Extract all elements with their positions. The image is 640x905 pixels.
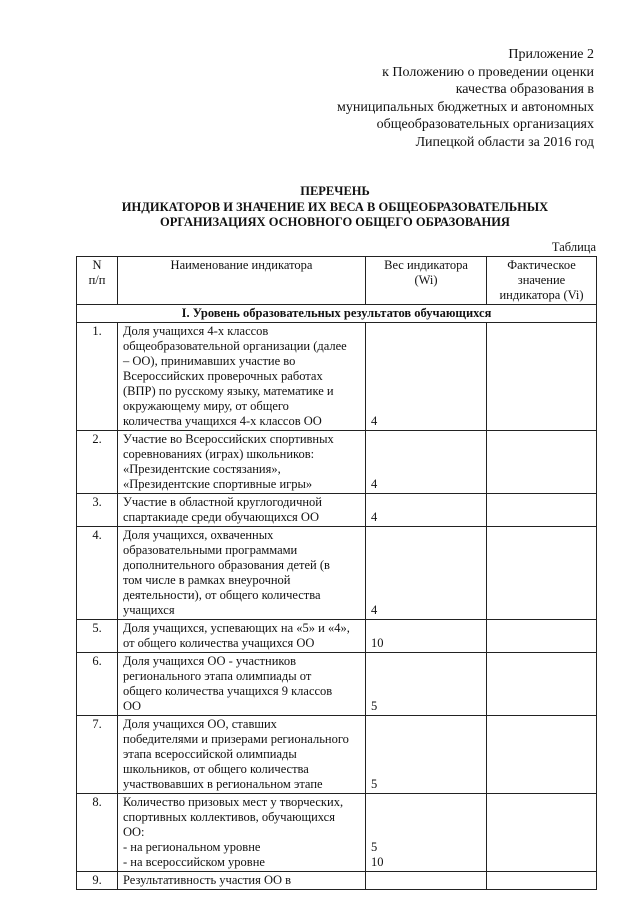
indicator-name-line: Доля учащихся, охваченных [123,528,274,542]
indicator-name [118,323,366,431]
indicator-actual-value[interactable] [487,620,597,653]
table-row [77,494,597,527]
indicator-weight-value: 4 [371,477,378,491]
indicator-name-line: победителями и призерами регионального [123,732,349,746]
document-title [90,184,580,231]
indicator-name-line: Всероссийских проверочных работах [123,369,323,383]
indicator-weight [366,620,487,653]
header-name [118,257,366,305]
indicator-name-line: Результативность участия ОО в [123,873,292,887]
indicator-name-line: дополнительного образования детей (в [123,558,330,572]
indicator-name-line: Доля учащихся ОО, ставших [123,717,277,731]
indicator-weight [366,653,487,716]
row-number: 2. [77,431,118,494]
indicator-name-line: «Президентские спортивные игры» [123,477,313,491]
header-num-line: N [92,258,102,272]
header-weight [366,257,487,305]
indicator-name-line: - на региональном уровне [123,840,261,854]
indicator-name [118,794,366,872]
title-line: ПЕРЕЧЕНЬ [300,184,370,198]
row-number: 9. [77,872,118,890]
row-number: 1. [77,323,118,431]
table-row [77,323,597,431]
section-title: I. Уровень образовательных результатов обучающихся [77,305,597,323]
indicator-weight [366,527,487,620]
table-row [77,620,597,653]
indicator-name-line: регионального этапа олимпиады от [123,669,312,683]
indicator-name-line: деятельности), от общего количества [123,588,321,602]
indicator-name-line: общего количества учащихся 9 классов [123,684,333,698]
header-num-line: п/п [88,273,106,287]
indicator-name-line: - на всероссийском уровне [123,855,265,869]
section-row [77,305,597,323]
indicator-name-line: Доля учащихся, успевающих на «5» и «4», [123,621,350,635]
indicator-weight-value: 5 [371,777,378,791]
indicator-name-line: спортивных коллективов, обучающихся [123,810,335,824]
row-number: 6. [77,653,118,716]
indicator-actual-value[interactable] [487,527,597,620]
header-num [77,257,118,305]
appendix-line: муниципальных бюджетных и автономных [336,99,594,115]
appendix-line: к Положению о проведении оценки [382,64,594,80]
indicator-actual-value[interactable] [487,431,597,494]
indicator-name-line: Доля учащихся 4-х классов [123,324,269,338]
table-row [77,653,597,716]
indicator-weight [366,494,487,527]
indicator-name-line: соревнованиях (играх) школьников: [123,447,315,461]
indicator-name-line: школьников, от общего количества [123,762,309,776]
indicator-name [118,527,366,620]
indicator-name [118,653,366,716]
row-number: 5. [77,620,118,653]
indicator-name-line: Участие во Всероссийских спортивных [123,432,334,446]
indicator-name-line: – ОО), принимавших участие во [123,354,296,368]
indicator-weight-value: 4 [371,414,378,428]
indicator-name-line: учащихся [123,603,175,617]
indicator-name-line: количества учащихся 4-х классов ОО [123,414,322,428]
header-weight-line: Вес индикатора [384,258,468,272]
indicator-weight-value: 10 [371,636,384,650]
indicator-weight [366,872,487,890]
indicator-weight [366,716,487,794]
header-actual [487,257,597,305]
row-number: 4. [77,527,118,620]
row-number: 8. [77,794,118,872]
indicator-actual-value[interactable] [487,494,597,527]
indicator-weight-value: 5 [371,840,378,854]
indicator-name-line: Количество призовых мест у творческих, [123,795,344,809]
indicator-name-line: Доля учащихся ОО - участников [123,654,296,668]
indicator-weight [366,794,487,872]
table-row [77,794,597,872]
indicator-weight-value: 4 [371,510,378,524]
table-row [77,527,597,620]
indicator-name-line: (ВПР) по русскому языку, математике и [123,384,334,398]
indicators-table-body [77,257,597,890]
table-header-row [77,257,597,305]
indicator-name [118,494,366,527]
indicator-weight-value: 5 [371,699,378,713]
table-row [77,431,597,494]
indicator-weight-value: 4 [371,603,378,617]
indicator-name-line: «Президентские состязания», [123,462,281,476]
indicator-weight [366,431,487,494]
indicator-weight [366,323,487,431]
indicator-actual-value[interactable] [487,323,597,431]
indicator-name-line: участвовавших в региональном этапе [123,777,323,791]
indicator-name-line: ОО [123,699,142,713]
header-actual-line: значение [517,273,566,287]
indicator-name-line: общеобразовательной организации (далее [123,339,347,353]
indicator-name-line: Участие в областной круглогодичной [123,495,322,509]
indicator-name-line: том числе в рамках внеурочной [123,573,291,587]
indicator-name [118,716,366,794]
header-name-line: Наименование индикатора [170,258,313,272]
indicator-name [118,620,366,653]
table-caption: Таблица [551,240,596,254]
indicator-actual-value[interactable] [487,716,597,794]
appendix-line: Приложение 2 [508,47,594,62]
indicator-actual-value[interactable] [487,794,597,872]
indicator-name-line: ОО: [123,825,145,839]
table-row [77,872,597,890]
indicator-actual-value[interactable] [487,653,597,716]
table-row [77,716,597,794]
indicator-name [118,872,366,890]
row-number: 7. [77,716,118,794]
title-line: ОРГАНИЗАЦИЯХ ОСНОВНОГО ОБЩЕГО ОБРАЗОВАНИЯ [160,215,510,229]
appendix-line: качества образования в [455,82,594,97]
indicator-name [118,431,366,494]
appendix-line: общеобразовательных организациях [376,117,594,132]
row-number: 3. [77,494,118,527]
indicator-name-line: образовательными программами [123,543,298,557]
header-actual-line: индикатора (Vi) [499,288,584,302]
indicator-weight-value: 10 [371,855,384,869]
indicator-actual-value[interactable] [487,872,597,890]
indicator-name-line: от общего количества учащихся ОО [123,636,315,650]
title-line: ИНДИКАТОРОВ И ЗНАЧЕНИЕ ИХ ВЕСА В ОБЩЕОБРАЗОВАТЕЛЬНЫХ [121,199,549,214]
header-weight-line: (Wi) [414,273,438,287]
appendix-header [337,46,594,151]
indicator-name-line: этапа всероссийской олимпиады [123,747,297,761]
appendix-line: Липецкой области за 2016 год [415,134,594,150]
indicator-name-line: спартакиаде среди обучающихся ОО [123,510,319,524]
indicators-table [76,256,597,890]
indicator-name-line: окружающему миру, от общего [123,399,289,413]
header-actual-line: Фактическое [507,258,576,272]
